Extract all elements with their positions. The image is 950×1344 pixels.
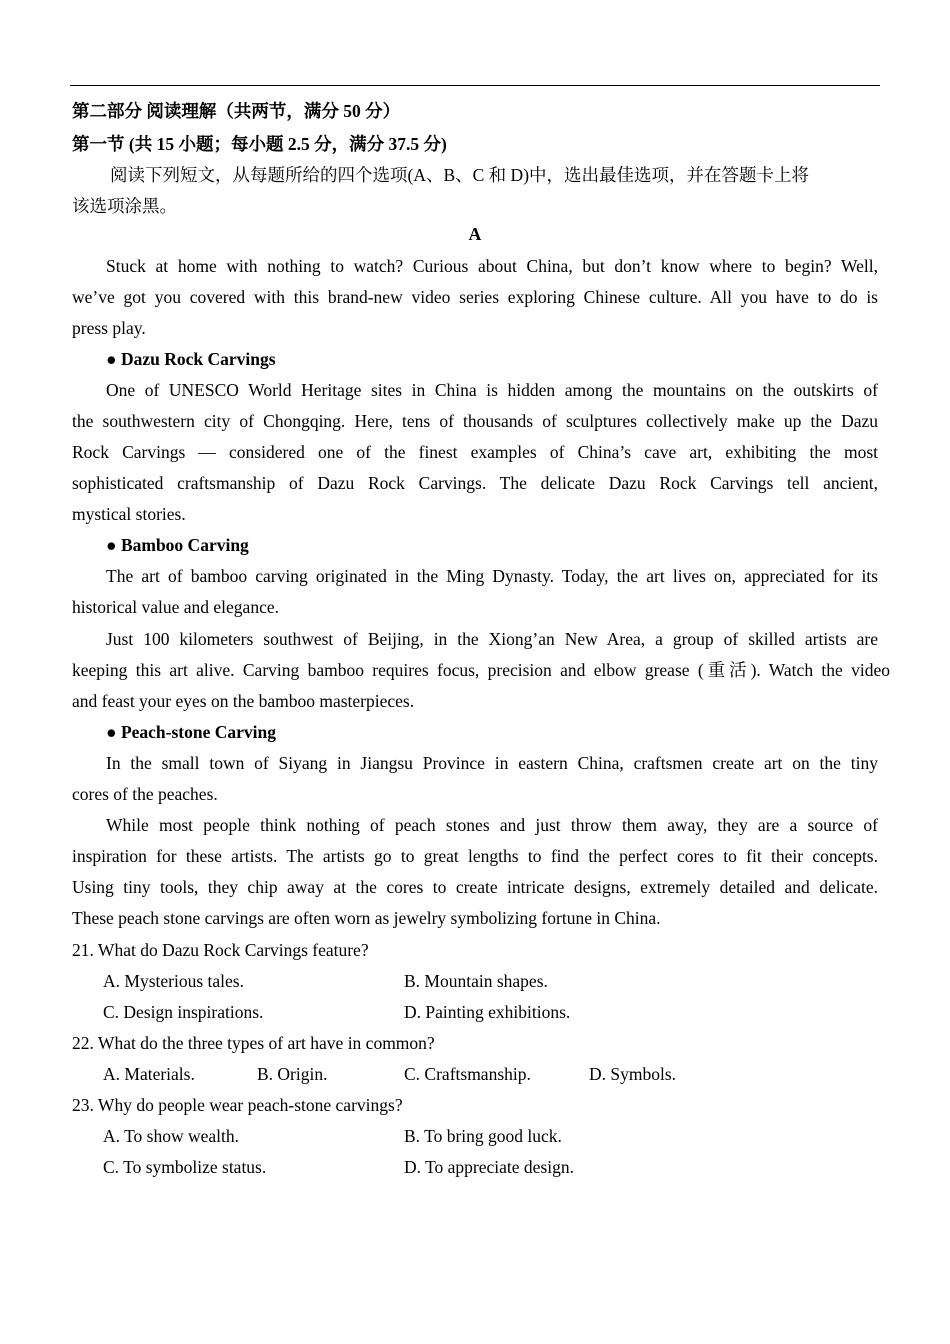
question-22-option-d: D. Symbols. [589,1064,677,1084]
question-21-option-b: B. Mountain shapes. [404,971,548,991]
peach-line-1: In the small town of Siyang in Jiangsu Province in eastern China, craftsmen create art on the tiny [106,753,878,773]
peach-line-4: inspiration for these artists. The artists go to great lengths to find the perfect cores to fit their concepts. [72,846,878,866]
top-rule [70,85,880,86]
question-23-option-b: B. To bring good luck. [404,1126,562,1146]
instructions-line-1: 阅读下列短文，从每题所给的四个选项(A、B、C 和 D)中，选出最佳选项，并在答题卡上将 [110,165,810,185]
question-21-option-a: A. Mysterious tales. [103,971,244,991]
bamboo-line-1: The art of bamboo carving originated in the Ming Dynasty. Today, the art lives on, appreciated for its [106,566,878,586]
question-22-option-a: A. Materials. [103,1064,195,1084]
question-22-stem: 22. What do the three types of art have in common? [72,1033,435,1053]
part-title: 第二部分 阅读理解（共两节，满分 50 分） [72,101,401,121]
question-21-option-d: D. Painting exhibitions. [404,1002,571,1022]
question-21-stem: 21. What do Dazu Rock Carvings feature? [72,940,369,960]
question-23-option-d: D. To appreciate design. [404,1157,574,1177]
bamboo-line-5: and feast your eyes on the bamboo masterpieces. [72,691,415,711]
peach-line-2: cores of the peaches. [72,784,218,804]
dazu-heading: ● Dazu Rock Carvings [106,349,276,369]
bamboo-line-2: historical value and elegance. [72,597,279,617]
bamboo-line-3: Just 100 kilometers southwest of Beijing, in the Xiong’an New Area, a group of skilled artists are [106,629,878,649]
peach-line-6: These peach stone carvings are often worn as jewelry symbolizing fortune in China. [72,908,661,928]
instructions-line-2: 该选项涂黑。 [72,196,177,216]
question-23-stem: 23. Why do people wear peach-stone carvings? [72,1095,403,1115]
intro-line-2: we’ve got you covered with this brand-new video series exploring Chinese culture. All you have to do is [72,287,878,307]
dazu-line-1: One of UNESCO World Heritage sites in China is hidden among the mountains on the outskirts of [106,380,878,400]
passage-label: A [468,224,482,244]
bamboo-line-4: keeping this art alive. Carving bamboo requires focus, precision and elbow grease (重活). Watch the video [72,660,890,680]
dazu-line-4: sophisticated craftsmanship of Dazu Rock Carvings. The delicate Dazu Rock Carvings tell ancient, [72,473,878,493]
dazu-line-5: mystical stories. [72,504,186,524]
peach-line-5: Using tiny tools, they chip away at the cores to create intricate designs, extremely detailed and delicate. [72,877,878,897]
question-23-option-c: C. To symbolize status. [103,1157,267,1177]
peach-heading: ● Peach-stone Carving [106,722,276,742]
question-21-option-c: C. Design inspirations. [103,1002,264,1022]
question-23-option-a: A. To show wealth. [103,1126,240,1146]
question-22-option-b: B. Origin. [257,1064,328,1084]
dazu-line-2: the southwestern city of Chongqing. Here, tens of thousands of sculptures collectively make up the Dazu [72,411,878,431]
dazu-line-3: Rock Carvings — considered one of the finest examples of China’s cave art, exhibiting the most [72,442,878,462]
question-22-option-c: C. Craftsmanship. [404,1064,531,1084]
intro-line-3: press play. [72,318,146,338]
section-title: 第一节 (共 15 小题；每小题 2.5 分，满分 37.5 分) [72,134,447,154]
intro-line-1: Stuck at home with nothing to watch? Curious about China, but don’t know where to begin? Well, [106,256,878,276]
bamboo-heading: ● Bamboo Carving [106,535,249,555]
peach-line-3: While most people think nothing of peach stones and just throw them away, they are a source of [106,815,878,835]
